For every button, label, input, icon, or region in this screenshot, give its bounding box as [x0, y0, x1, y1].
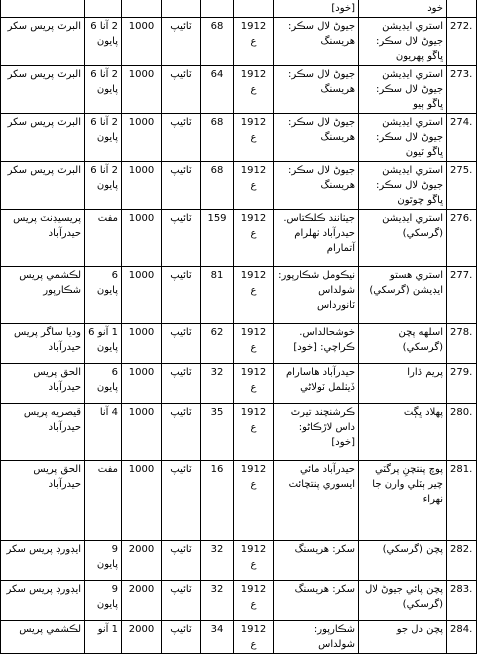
table-row: [1, 210, 477, 267]
table-row: [1, 461, 477, 541]
cell-price: 2 آنا 6 پايون: [85, 66, 122, 114]
cell-press: البرٽ پريس سکر: [1, 162, 85, 210]
table-row: [1, 541, 477, 581]
cell-price: مفت: [85, 210, 122, 267]
cell-copies: 1000: [122, 18, 162, 66]
cell-no: 281.: [447, 461, 477, 541]
cell-author: جيٺانند ڪلڪتاس. حيدرآباد ٺهلرام آتمارام: [274, 210, 359, 267]
cell-year: 1912 ع: [234, 18, 274, 66]
cell-price: 6 پايون: [85, 364, 122, 404]
cell-author: نيڪومل شڪارپور: شولداس ٽانورداس: [274, 267, 359, 324]
cell-no: 276.: [447, 210, 477, 267]
cell-no: 272.: [447, 18, 477, 66]
cell-title: پچن (گرسکي): [359, 541, 447, 581]
cell-no: 283.: [447, 581, 477, 621]
cell-author: شڪارپور: شولداس: [274, 621, 359, 654]
cell-copies: 1000: [122, 66, 162, 114]
cell-no: 280.: [447, 404, 477, 461]
cell-copies: [122, 0, 162, 18]
cell-price: 9 پايون: [85, 541, 122, 581]
cell-no: 282.: [447, 541, 477, 581]
cell-copies: 2000: [122, 621, 162, 654]
cell-year: 1912 ع: [234, 461, 274, 541]
cell-press: پريسيڊنٽ پريس حيدرآباد: [1, 210, 85, 267]
cell-pages: [201, 0, 234, 18]
cell-type: ٽائيپ: [162, 404, 201, 461]
cell-copies: 1000: [122, 267, 162, 324]
table-row: [1, 0, 477, 18]
cell-copies: 1000: [122, 114, 162, 162]
cell-no: 279.: [447, 364, 477, 404]
cell-no: 278.: [447, 324, 477, 364]
cell-no: 277.: [447, 267, 477, 324]
cell-title: خود: [359, 0, 447, 18]
cell-pages: 34: [201, 621, 234, 654]
cell-title: استري ايڊيشن جيوڻ لال سڪر: ڀاڱو ٽيون: [359, 114, 447, 162]
cell-title: پوچ پنتچنِ پرگٽي چير ٻٽلي وارن جا نهراء: [359, 461, 447, 541]
cell-copies: 1000: [122, 324, 162, 364]
cell-year: 1912 ع: [234, 210, 274, 267]
cell-year: 1912 ع: [234, 114, 274, 162]
cell-title: استري هستو ايڊيشن (گرسکي): [359, 267, 447, 324]
cell-price: [85, 0, 122, 18]
cell-pages: 159: [201, 210, 234, 267]
cell-title: استري ايڊيشن جيوڻ لال سڪر: ڀاڱو پهريون: [359, 18, 447, 66]
cell-title: اسلهه پچن (گرسکي): [359, 324, 447, 364]
table-row: [1, 364, 477, 404]
cell-price: 9 پايون: [85, 581, 122, 621]
cell-author: سکر: هريسنگ: [274, 541, 359, 581]
cell-type: [162, 0, 201, 18]
cell-author: خوشحالداس. ڪراچي: [خود]: [274, 324, 359, 364]
table-row: [1, 404, 477, 461]
cell-title: پچن پائي جيوڻ لال (گرسکي): [359, 581, 447, 621]
cell-copies: 1000: [122, 210, 162, 267]
cell-year: 1912 ع: [234, 66, 274, 114]
table-row: [1, 581, 477, 621]
cell-press: البرٽ پريس سکر: [1, 114, 85, 162]
cell-type: ٽائيپ: [162, 267, 201, 324]
cell-author: حيدرآباد مائي ايسوري پنتچائت: [274, 461, 359, 541]
cell-price: 1 آنو 6 پايون: [85, 324, 122, 364]
cell-year: [234, 0, 274, 18]
cell-pages: 32: [201, 541, 234, 581]
cell-title: پريم ڌارا: [359, 364, 447, 404]
cell-copies: 1000: [122, 162, 162, 210]
cell-pages: 16: [201, 461, 234, 541]
table-row: [1, 18, 477, 66]
cell-type: ٽائيپ: [162, 541, 201, 581]
cell-type: ٽائيپ: [162, 364, 201, 404]
cell-press: لڪشمي پريس: [1, 621, 85, 654]
cell-pages: 64: [201, 66, 234, 114]
cell-type: ٽائيپ: [162, 581, 201, 621]
table-row: [1, 114, 477, 162]
cell-price: 4 آنا: [85, 404, 122, 461]
cell-press: لڪشمي پريس شڪارپور: [1, 267, 85, 324]
table-row: [1, 621, 477, 654]
table-row: [1, 162, 477, 210]
cell-author: [خود]: [274, 0, 359, 18]
cell-press: البرٽ پريس سکر: [1, 66, 85, 114]
cell-year: 1912 ع: [234, 267, 274, 324]
cell-pages: 62: [201, 324, 234, 364]
cell-year: 1912 ع: [234, 162, 274, 210]
cell-pages: 32: [201, 364, 234, 404]
cell-press: وديا ساگر پريس حيدرآباد: [1, 324, 85, 364]
cell-author: سکر: هريسنگ: [274, 581, 359, 621]
cell-pages: 68: [201, 162, 234, 210]
cell-year: 1912 ع: [234, 404, 274, 461]
cell-no: 273.: [447, 66, 477, 114]
cell-author: جيوڻ لال سڪر: هريسنگ: [274, 114, 359, 162]
cell-type: ٽائيپ: [162, 162, 201, 210]
cell-price: 1 آنو: [85, 621, 122, 654]
cell-year: 1912 ع: [234, 364, 274, 404]
cell-copies: 1000: [122, 364, 162, 404]
cell-type: ٽائيپ: [162, 324, 201, 364]
cell-press: [1, 0, 85, 18]
cell-pages: 68: [201, 18, 234, 66]
cell-type: ٽائيپ: [162, 210, 201, 267]
cell-price: 2 آنا 6 پايون: [85, 18, 122, 66]
cell-author: حيدرآباد هاسارام ڏيٺلمل ٽولاڻي: [274, 364, 359, 404]
cell-press: الحق پريس حيدرآباد: [1, 461, 85, 541]
cell-pages: 35: [201, 404, 234, 461]
cell-year: 1912 ع: [234, 541, 274, 581]
cell-year: 1912 ع: [234, 324, 274, 364]
cell-press: البرٽ پريس سکر: [1, 18, 85, 66]
table-row: [1, 324, 477, 364]
cell-copies: 2000: [122, 541, 162, 581]
cell-year: 1912 ع: [234, 621, 274, 654]
cell-press: ايڊورڊ پريس سکر: [1, 541, 85, 581]
cell-type: ٽائيپ: [162, 621, 201, 654]
cell-year: 1912 ع: [234, 581, 274, 621]
cell-type: ٽائيپ: [162, 18, 201, 66]
cell-title: پهلاد ڀڳت: [359, 404, 447, 461]
cell-no: 275.: [447, 162, 477, 210]
cell-pages: 81: [201, 267, 234, 324]
cell-press: قيصريه پريس حيدرآباد: [1, 404, 85, 461]
cell-copies: 1000: [122, 461, 162, 541]
table-row: [1, 267, 477, 324]
cell-copies: 2000: [122, 581, 162, 621]
cell-copies: 1000: [122, 404, 162, 461]
cell-title: استري ايڊيشن جيوڻ لال سڪر: ڀاڱو چوٿون: [359, 162, 447, 210]
cell-author: ڪرشنچند تيرٿ داس لاڙڪاڻو: [خود]: [274, 404, 359, 461]
cell-no: 274.: [447, 114, 477, 162]
cell-author: جيوڻ لال سڪر: هريسنگ: [274, 66, 359, 114]
cell-type: ٽائيپ: [162, 66, 201, 114]
cell-price: 6 پايون: [85, 267, 122, 324]
cell-title: پچن دل جو: [359, 621, 447, 654]
cell-type: ٽائيپ: [162, 114, 201, 162]
cell-price: مفت: [85, 461, 122, 541]
table-row: [1, 66, 477, 114]
cell-press: الحق پريس حيدرآباد: [1, 364, 85, 404]
cell-price: 2 آنا 6 پايون: [85, 114, 122, 162]
cell-price: 2 آنا 6 پايون: [85, 162, 122, 210]
cell-no: [447, 0, 477, 18]
cell-title: استري ايڊيشن جيوڻ لال سڪر: ڀاڱو ٻيو: [359, 66, 447, 114]
cell-type: ٽائيپ: [162, 461, 201, 541]
cell-pages: 68: [201, 114, 234, 162]
cell-no: 284.: [447, 621, 477, 654]
cell-press: ايڊورڊ پريس سکر: [1, 581, 85, 621]
cell-title: استري ايڊيشن (گرسکي): [359, 210, 447, 267]
cell-author: جيوڻ لال سڪر: هريسنگ: [274, 18, 359, 66]
cell-pages: 32: [201, 581, 234, 621]
cell-author: جيوڻ لال سڪر: هريسنگ: [274, 162, 359, 210]
